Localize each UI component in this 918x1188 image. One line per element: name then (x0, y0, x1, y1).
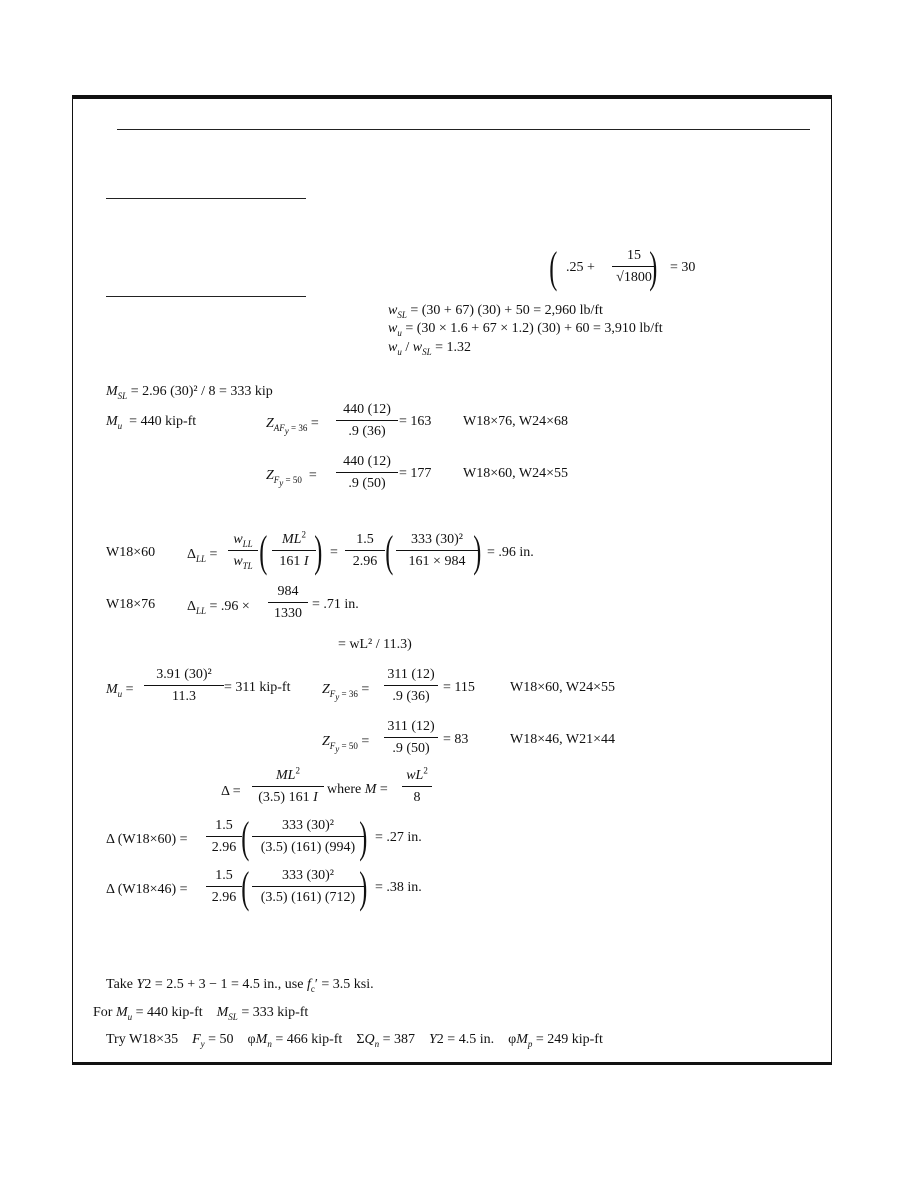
wsl-line: $w_{SL} = (30 + 67) (30) + 50 = 2,960$ lb/ft (388, 303, 603, 320)
wind-pre: .25 + (566, 260, 595, 275)
defl-a-r1-num: 1.5 (215, 818, 233, 833)
try-section: Try W18×35 (106, 1032, 179, 1047)
defl-a-r2-num: 333 (30)² (281, 818, 335, 833)
z36b-den: .9 (36) (384, 685, 438, 704)
paren-open-4: ( (241, 863, 250, 912)
msl-line: $M_{SL} = 2.96$ (30)² / 8 = 333 kip (106, 384, 273, 401)
defl-b-r2-num: 333 (30)² (281, 868, 335, 883)
wind-result: = 30 (670, 260, 696, 275)
z36-sections: W18×76, W24×68 (463, 414, 568, 429)
ml2-161i-fraction (272, 529, 316, 569)
defl-b-fraction (252, 869, 364, 905)
paren-open-1: ( (259, 527, 268, 576)
wind-num: 15 (627, 248, 641, 263)
try-line: Try W18×35 $F_y = 50$ $\varphi M_n = 466$ kip-ft $\Sigma Q_n = 387$ Y2 = 4.5 in. $\varphi M_p = 249$ kip-ft (106, 1032, 603, 1049)
ml2: $ML^2$ (282, 529, 306, 547)
defl-section-1: W18×60 (106, 545, 156, 560)
m-num: $wL^2$ (406, 765, 428, 783)
z36b-sections: W18×60, W24×55 (510, 680, 615, 695)
page-frame (72, 95, 832, 1065)
paren-close-2: ) (473, 527, 482, 576)
wsl-value: = (30 + 67) (30) + 50 = 2,960 lb/ft (410, 303, 603, 318)
z50b-label: $Z_{F_y = 50}$ = (322, 734, 370, 754)
delta-ll-2: $\Delta_{LL} = .96$ × (187, 599, 250, 616)
paren-close-3: ) (359, 813, 368, 862)
delta-formula-label: Δ = (221, 784, 241, 799)
defl-b-value: = .38 in. (375, 880, 422, 895)
d2-pre: = .96 × (209, 599, 250, 614)
defl-b-label: Δ (W18×46) = (106, 882, 188, 897)
d1-fraction (396, 533, 478, 569)
section-rule-2 (106, 296, 306, 297)
mu2-fraction (144, 668, 224, 704)
defl-b-r2-den: (3.5) (161) (712) (252, 886, 364, 905)
defl-a-ratio (206, 819, 242, 855)
mu2-label: $M_u$ = (106, 682, 134, 699)
for-mu: = 440 kip-ft (135, 1005, 203, 1020)
z36b-fraction (384, 668, 438, 704)
eq-sign-1: = (330, 545, 338, 560)
z50-label: $Z_{F_y = 50}$ = (266, 468, 317, 488)
z36-fraction (336, 403, 398, 439)
z50-sections: W18×60, W24×55 (463, 466, 568, 481)
right-paren: ) (649, 243, 658, 292)
delta-ll-1: $\Delta_{LL}$ = (187, 547, 218, 564)
try-phimp: = 249 kip-ft (535, 1032, 603, 1047)
formula-num: $ML^2$ (276, 765, 300, 783)
z36-den: .9 (36) (336, 420, 398, 439)
formula-den: (3.5) 161 I (252, 786, 324, 805)
z36b-num: 311 (12) (387, 667, 435, 682)
defl-b-r1-den: 2.96 (206, 886, 242, 905)
161i: 161 I (272, 550, 316, 569)
defl-b-r1-num: 1.5 (215, 868, 233, 883)
ratio-line: $w_u / w_{SL} = 1.32$ (388, 340, 471, 357)
section-rule-1 (106, 198, 306, 199)
paren-open-2: ( (385, 527, 394, 576)
z50b-den: .9 (50) (384, 737, 438, 756)
z50-num: 440 (12) (343, 454, 391, 469)
paren-close-4: ) (359, 863, 368, 912)
left-paren: ( (549, 243, 558, 292)
msl-value: = 2.96 (30)² / 8 = 333 kip (130, 384, 273, 399)
try-phimn: = 466 kip-ft (275, 1032, 343, 1047)
ratio-fraction-1 (345, 533, 385, 569)
d1-r2-den: 161 × 984 (396, 550, 478, 569)
defl-a-value: = .27 in. (375, 830, 422, 845)
z50b-fraction (384, 720, 438, 756)
mu-line: $M_u = 440$ kip-ft (106, 414, 197, 431)
z36b-value: = 115 (443, 680, 475, 695)
d2-fraction (268, 585, 308, 621)
defl-a-r1-den: 2.96 (206, 836, 242, 855)
d2-value: = .71 in. (312, 597, 359, 612)
ratio-value: = 1.32 (435, 340, 471, 355)
z36-num: 440 (12) (343, 402, 391, 417)
header-rule (117, 129, 810, 130)
m-fraction (402, 765, 432, 805)
z50b-num: 311 (12) (387, 719, 435, 734)
z50b-sections: W18×46, W21×44 (510, 732, 615, 747)
reduced-note: = wL² / 11.3) (338, 637, 412, 652)
take-line: Take Y2 = 2.5 + 3 − 1 = 4.5 in., use $f_c' = 3.5$ ksi. (106, 977, 374, 994)
wu-value: = (30 × 1.6 + 67 × 1.2) (30) + 60 = 3,910 lb/ft (405, 321, 663, 336)
defl-section-2: W18×76 (106, 597, 156, 612)
d2-den: 1330 (268, 602, 308, 621)
wll: $w_{LL}$ (233, 532, 253, 549)
defl-a-fraction (252, 819, 364, 855)
wind-den: √1800 (612, 266, 656, 285)
d1-value: = .96 in. (487, 545, 534, 560)
z36-value: = 163 (399, 414, 432, 429)
wu-line: $w_u = (30 \times 1.6 + 67 \times 1.2) (30) + 60 = 3,910$ lb/ft (388, 321, 663, 338)
z50-den: .9 (50) (336, 472, 398, 491)
m-den: 8 (402, 786, 432, 805)
defl-a-label: Δ (W18×60) = (106, 832, 188, 847)
take-tail: = 3.5 ksi. (321, 977, 374, 992)
for-line: For $M_u = 440$ kip-ft $M_{SL} = 333$ kip-ft (93, 1005, 309, 1022)
for-msl: = 333 kip-ft (241, 1005, 309, 1020)
d1-r1-den: 2.96 (345, 550, 385, 569)
formula-where: where M = (327, 782, 388, 797)
where-word: where (327, 782, 362, 797)
z50b-value: = 83 (443, 732, 469, 747)
try-y2: = 4.5 in. (447, 1032, 495, 1047)
z50-value: = 177 (399, 466, 432, 481)
d2-num: 984 (277, 584, 299, 599)
mu2-den: 11.3 (144, 685, 224, 704)
d1-r1-num: 1.5 (356, 532, 374, 547)
formula-fraction (252, 765, 324, 805)
wll-wtl-fraction (228, 533, 258, 569)
mu2-num: 3.91 (30)² (156, 667, 212, 682)
take-value: = 2.5 + 3 − 1 = 4.5 in., use (154, 977, 304, 992)
z36-label: $Z_{AF_y = 36}$ = (266, 416, 319, 436)
wtl: $w_{TL}$ (228, 550, 258, 569)
try-sumq: = 387 (382, 1032, 415, 1047)
z50-fraction (336, 455, 398, 491)
mu2-value: = 311 kip-ft (224, 680, 291, 695)
defl-a-r2-den: (3.5) (161) (994) (252, 836, 364, 855)
try-fy: = 50 (208, 1032, 234, 1047)
defl-b-ratio (206, 869, 242, 905)
paren-open-3: ( (241, 813, 250, 862)
d1-r2-num: 333 (30)² (410, 532, 464, 547)
paren-close-1: ) (314, 527, 323, 576)
z36b-label: $Z_{F_y = 36}$ = (322, 682, 370, 702)
mu-value: = 440 kip-ft (129, 414, 197, 429)
